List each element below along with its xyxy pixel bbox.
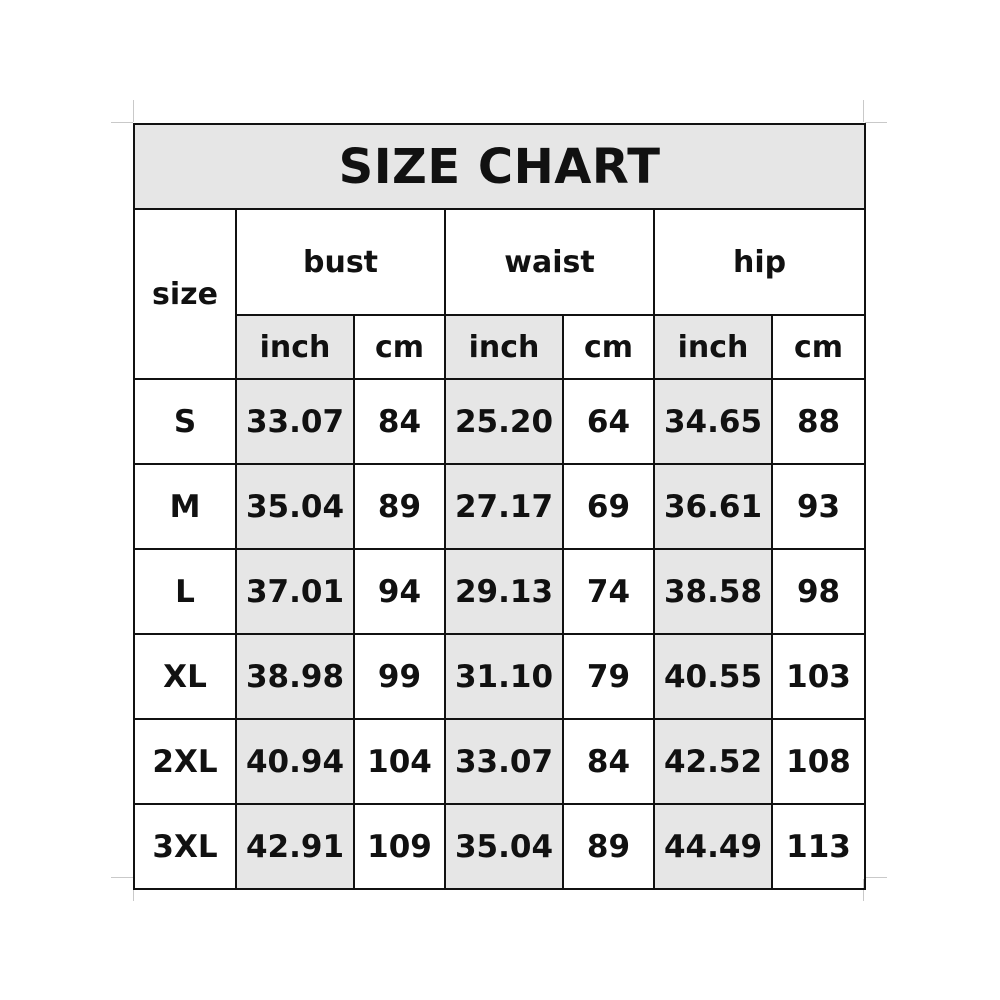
bust-cm-cell: 84 xyxy=(354,379,445,464)
waist-inch-cell: 25.20 xyxy=(445,379,563,464)
size-cell: 3XL xyxy=(134,804,236,889)
bust-inch-cell: 42.91 xyxy=(236,804,354,889)
waist-cm-header: cm xyxy=(563,315,654,379)
waist-inch-cell: 29.13 xyxy=(445,549,563,634)
hip-cm-cell: 88 xyxy=(772,379,865,464)
bust-cm-cell: 99 xyxy=(354,634,445,719)
size-cell: M xyxy=(134,464,236,549)
waist-inch-header: inch xyxy=(445,315,563,379)
crop-mark xyxy=(111,877,133,878)
crop-mark xyxy=(133,100,134,122)
hip-cm-cell: 103 xyxy=(772,634,865,719)
size-rows xyxy=(134,379,865,889)
size-cell: XL xyxy=(134,634,236,719)
waist-cm-cell: 84 xyxy=(563,719,654,804)
bust-group-header: bust xyxy=(236,209,445,315)
size-cell: L xyxy=(134,549,236,634)
crop-mark xyxy=(863,100,864,122)
table-row xyxy=(134,804,865,889)
bust-inch-cell: 33.07 xyxy=(236,379,354,464)
waist-cm-cell: 69 xyxy=(563,464,654,549)
size-cell: S xyxy=(134,379,236,464)
hip-cm-cell: 93 xyxy=(772,464,865,549)
hip-group-header: hip xyxy=(654,209,865,315)
size-column-header: size xyxy=(134,209,236,379)
hip-inch-cell: 36.61 xyxy=(654,464,772,549)
size-cell: 2XL xyxy=(134,719,236,804)
waist-cm-cell: 74 xyxy=(563,549,654,634)
hip-inch-cell: 38.58 xyxy=(654,549,772,634)
hip-cm-header: cm xyxy=(772,315,865,379)
chart-title: SIZE CHART xyxy=(134,124,865,209)
bust-cm-cell: 89 xyxy=(354,464,445,549)
table-row xyxy=(134,379,865,464)
bust-cm-header: cm xyxy=(354,315,445,379)
waist-inch-cell: 35.04 xyxy=(445,804,563,889)
waist-cm-cell: 89 xyxy=(563,804,654,889)
bust-inch-cell: 35.04 xyxy=(236,464,354,549)
bust-cm-cell: 104 xyxy=(354,719,445,804)
hip-inch-cell: 42.52 xyxy=(654,719,772,804)
bust-inch-cell: 37.01 xyxy=(236,549,354,634)
hip-cm-cell: 98 xyxy=(772,549,865,634)
waist-inch-cell: 27.17 xyxy=(445,464,563,549)
waist-inch-cell: 33.07 xyxy=(445,719,563,804)
crop-mark xyxy=(111,122,133,123)
bust-cm-cell: 94 xyxy=(354,549,445,634)
hip-inch-cell: 34.65 xyxy=(654,379,772,464)
waist-group-header: waist xyxy=(445,209,654,315)
waist-inch-cell: 31.10 xyxy=(445,634,563,719)
waist-cm-cell: 64 xyxy=(563,379,654,464)
bust-inch-cell: 38.98 xyxy=(236,634,354,719)
hip-inch-cell: 40.55 xyxy=(654,634,772,719)
bust-inch-header: inch xyxy=(236,315,354,379)
hip-cm-cell: 108 xyxy=(772,719,865,804)
table-row xyxy=(134,634,865,719)
waist-cm-cell: 79 xyxy=(563,634,654,719)
bust-inch-cell: 40.94 xyxy=(236,719,354,804)
table-row xyxy=(134,719,865,804)
bust-cm-cell: 109 xyxy=(354,804,445,889)
hip-cm-cell: 113 xyxy=(772,804,865,889)
table-row xyxy=(134,464,865,549)
hip-inch-cell: 44.49 xyxy=(654,804,772,889)
crop-mark xyxy=(865,122,887,123)
size-chart-table xyxy=(133,123,866,890)
hip-inch-header: inch xyxy=(654,315,772,379)
crop-mark xyxy=(865,877,887,878)
table-row xyxy=(134,549,865,634)
